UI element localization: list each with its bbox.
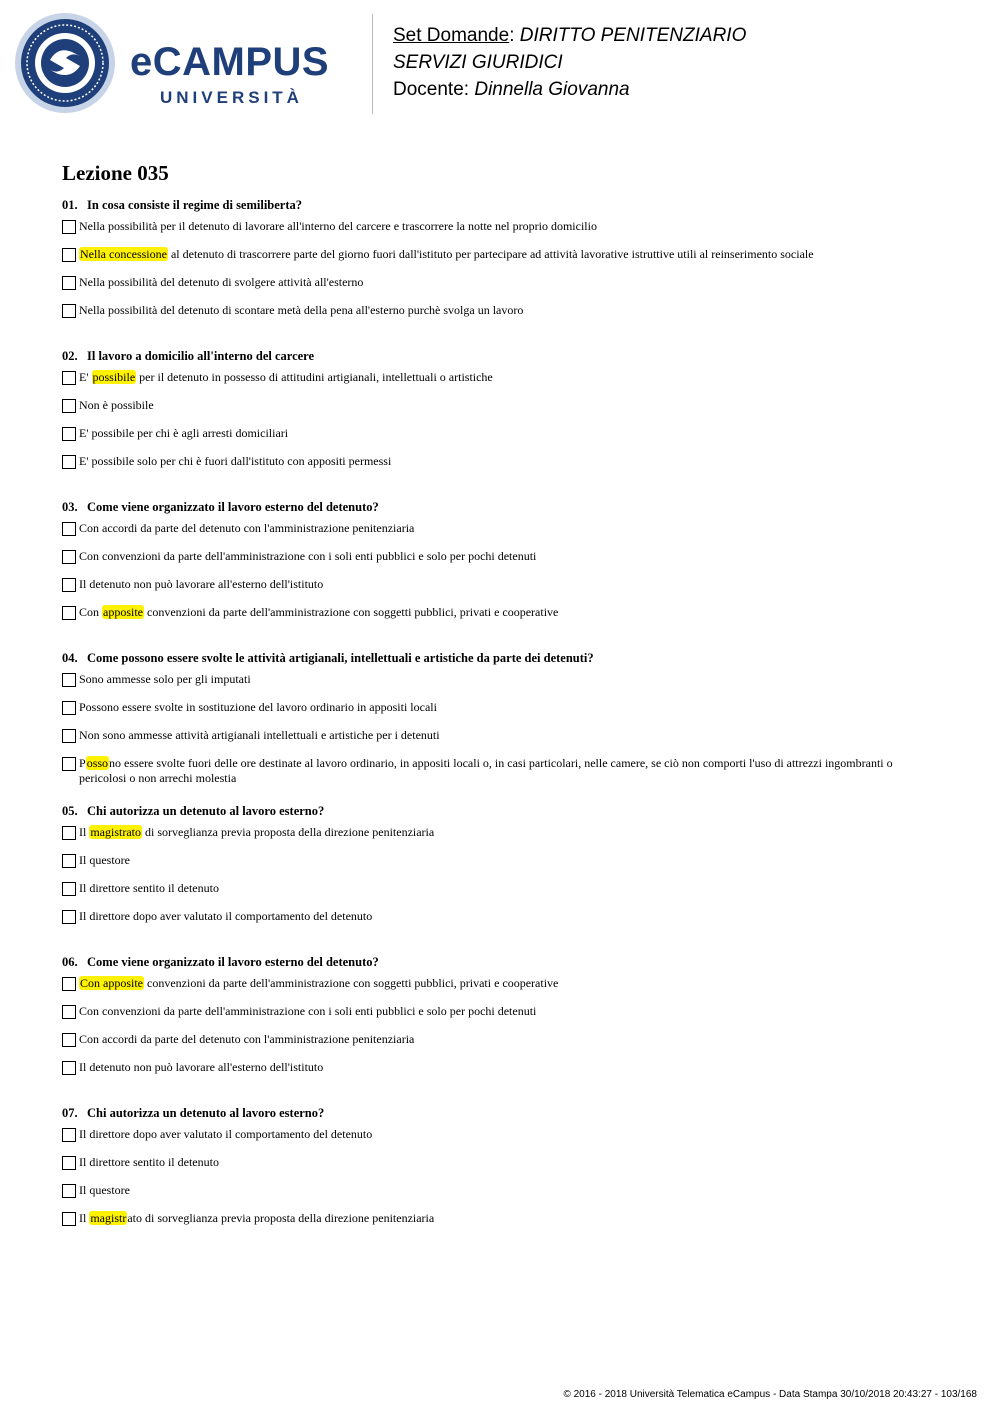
answer-option[interactable] bbox=[62, 426, 942, 454]
question-text: Il lavoro a domicilio all'interno del carcere bbox=[87, 349, 315, 363]
answer-text-part: ato di sorveglianza previa proposta della direzione penitenziaria bbox=[127, 1211, 435, 1225]
answer-checkbox[interactable] bbox=[62, 304, 76, 318]
highlighted-text: possibile bbox=[92, 370, 136, 384]
teacher-line: Docente: Dinnella Giovanna bbox=[393, 79, 630, 100]
question-title bbox=[62, 1105, 942, 1121]
answer-text-part: Il detenuto non può lavorare all'esterno dell'istituto bbox=[79, 577, 324, 591]
answer-option[interactable] bbox=[62, 303, 942, 331]
page-footer: © 2016 - 2018 Università Telematica eCampus - Data Stampa 30/10/2018 20:43:27 - 103/168 bbox=[563, 1389, 977, 1400]
question-number: 01. bbox=[62, 198, 78, 212]
answer-option[interactable] bbox=[62, 577, 942, 605]
answer-option[interactable] bbox=[62, 909, 942, 937]
answer-checkbox[interactable] bbox=[62, 1005, 76, 1019]
answer-text bbox=[79, 1155, 942, 1170]
answer-checkbox[interactable] bbox=[62, 248, 76, 262]
answer-option[interactable] bbox=[62, 728, 942, 756]
highlighted-text: Con apposite bbox=[80, 976, 143, 990]
answer-text bbox=[79, 219, 942, 234]
answer-checkbox[interactable] bbox=[62, 606, 76, 620]
answer-option[interactable] bbox=[62, 825, 942, 853]
answer-checkbox[interactable] bbox=[62, 427, 76, 441]
answer-text-part: P bbox=[79, 756, 86, 770]
answer-checkbox[interactable] bbox=[62, 910, 76, 924]
answer-text-part: Il bbox=[79, 825, 90, 839]
answer-text-part: convenzioni da parte dell'amministrazione con soggetti pubblici, privati e cooperative bbox=[144, 605, 559, 619]
answer-text-part: al detenuto di trascorrere parte del giorno fuori dall'istituto per partecipare ad attività lavorative istruttive utili al reinserimento sociale bbox=[167, 247, 814, 261]
highlighted-text: magistr bbox=[90, 1211, 127, 1225]
answer-text bbox=[79, 881, 942, 896]
answer-text bbox=[79, 1127, 942, 1142]
answer-text bbox=[79, 976, 942, 991]
set-label: Set Domande bbox=[393, 25, 510, 46]
question-title bbox=[62, 803, 942, 819]
question-block bbox=[62, 348, 942, 482]
answer-text bbox=[79, 672, 942, 687]
answer-text bbox=[79, 1032, 942, 1047]
answer-text-part: Il bbox=[79, 1211, 90, 1225]
question-number: 02. bbox=[62, 349, 78, 363]
question-block bbox=[62, 197, 942, 331]
answer-checkbox[interactable] bbox=[62, 826, 76, 840]
answer-text-part: Il direttore sentito il detenuto bbox=[79, 1155, 219, 1169]
answer-text bbox=[79, 728, 942, 743]
answer-option[interactable] bbox=[62, 1004, 942, 1032]
answer-option[interactable] bbox=[62, 976, 942, 1004]
answer-text-part: convenzioni da parte dell'amministrazione con soggetti pubblici, privati e cooperative bbox=[144, 976, 559, 990]
question-block bbox=[62, 499, 942, 633]
answer-checkbox[interactable] bbox=[62, 977, 76, 991]
question-block bbox=[62, 803, 942, 937]
answer-checkbox[interactable] bbox=[62, 455, 76, 469]
answer-checkbox[interactable] bbox=[62, 673, 76, 687]
answer-text-part: Con bbox=[79, 605, 103, 619]
answer-checkbox[interactable] bbox=[62, 522, 76, 536]
answer-checkbox[interactable] bbox=[62, 1184, 76, 1198]
answer-option[interactable] bbox=[62, 756, 942, 786]
answer-checkbox[interactable] bbox=[62, 550, 76, 564]
answer-text-part: Nella possibilità del detenuto di scontare metà della pena all'esterno purchè svolga un lavoro bbox=[79, 303, 524, 317]
answer-text-part: di sorveglianza previa proposta della direzione penitenziaria bbox=[142, 825, 435, 839]
answer-option[interactable] bbox=[62, 700, 942, 728]
answer-option[interactable] bbox=[62, 454, 942, 482]
question-title bbox=[62, 954, 942, 970]
answer-text-part: Il questore bbox=[79, 1183, 130, 1197]
answer-text bbox=[79, 1004, 942, 1019]
answer-option[interactable] bbox=[62, 521, 942, 549]
question-text: Chi autorizza un detenuto al lavoro esterno? bbox=[87, 1106, 325, 1120]
answer-text-part: Il detenuto non può lavorare all'esterno dell'istituto bbox=[79, 1060, 324, 1074]
teacher-name: Dinnella Giovanna bbox=[474, 79, 630, 100]
question-number: 03. bbox=[62, 500, 78, 514]
answer-text bbox=[79, 398, 942, 413]
answer-checkbox[interactable] bbox=[62, 854, 76, 868]
answer-text bbox=[79, 700, 942, 715]
answer-text-part: Il direttore dopo aver valutato il comportamento del detenuto bbox=[79, 1127, 373, 1141]
answer-text-part: Con convenzioni da parte dell'amministrazione con i soli enti pubblici e solo per pochi detenuti bbox=[79, 1004, 537, 1018]
answer-option[interactable] bbox=[62, 881, 942, 909]
answer-text-part: E' bbox=[79, 370, 92, 384]
answer-checkbox[interactable] bbox=[62, 882, 76, 896]
set-line: Set Domande: DIRITTO PENITENZIARIO bbox=[393, 25, 747, 46]
answer-checkbox[interactable] bbox=[62, 578, 76, 592]
highlighted-text: apposite bbox=[103, 605, 144, 619]
answer-text bbox=[79, 825, 942, 840]
course: SERVIZI GIURIDICI bbox=[393, 52, 563, 73]
question-block bbox=[62, 1105, 942, 1239]
answer-text-part: Possono essere svolte in sostituzione del lavoro ordinario in appositi locali bbox=[79, 700, 437, 714]
answer-option[interactable] bbox=[62, 398, 942, 426]
answer-option[interactable] bbox=[62, 605, 942, 633]
answer-text bbox=[79, 853, 942, 868]
question-title bbox=[62, 197, 942, 213]
answer-text-part: Nella possibilità del detenuto di svolgere attività all'esterno bbox=[79, 275, 364, 289]
answer-text bbox=[79, 426, 942, 441]
header-divider bbox=[372, 14, 373, 114]
answer-text-part: Sono ammesse solo per gli imputati bbox=[79, 672, 251, 686]
document-header bbox=[0, 0, 1000, 130]
question-text: Chi autorizza un detenuto al lavoro esterno? bbox=[87, 804, 325, 818]
answer-text-part: Il direttore dopo aver valutato il comportamento del detenuto bbox=[79, 909, 373, 923]
answer-option[interactable] bbox=[62, 370, 942, 398]
question-number: 07. bbox=[62, 1106, 78, 1120]
question-number: 05. bbox=[62, 804, 78, 818]
answer-option[interactable] bbox=[62, 1155, 942, 1183]
answer-text bbox=[79, 275, 942, 290]
answer-option[interactable] bbox=[62, 1060, 942, 1088]
answer-text bbox=[79, 370, 942, 385]
answer-checkbox[interactable] bbox=[62, 220, 76, 234]
highlighted-text: Nella concessione bbox=[80, 247, 167, 261]
answer-checkbox[interactable] bbox=[62, 399, 76, 413]
subject: DIRITTO PENITENZIARIO bbox=[519, 25, 747, 46]
answer-checkbox[interactable] bbox=[62, 757, 76, 771]
question-text: Come viene organizzato il lavoro esterno del detenuto? bbox=[87, 955, 379, 969]
answer-option[interactable] bbox=[62, 247, 942, 275]
answer-text-part: Nella possibilità per il detenuto di lavorare all'interno del carcere e trascorrere la notte nel proprio domicilio bbox=[79, 219, 597, 233]
question-text: In cosa consiste il regime di semiliberta? bbox=[87, 198, 303, 212]
answer-text bbox=[79, 247, 942, 262]
answer-option[interactable] bbox=[62, 275, 942, 303]
answer-checkbox[interactable] bbox=[62, 371, 76, 385]
answer-checkbox[interactable] bbox=[62, 1128, 76, 1142]
answer-text bbox=[79, 454, 942, 469]
answer-text bbox=[79, 1060, 942, 1075]
highlighted-text: magistrato bbox=[90, 825, 141, 839]
highlighted-text: osso bbox=[86, 756, 109, 770]
answer-text-part: Il questore bbox=[79, 853, 130, 867]
answer-text-part: Con convenzioni da parte dell'amministrazione con i soli enti pubblici e solo per pochi detenuti bbox=[79, 549, 537, 563]
question-block bbox=[62, 650, 942, 786]
answer-text bbox=[79, 1211, 942, 1226]
answer-option[interactable] bbox=[62, 1127, 942, 1155]
question-text: Come possono essere svolte le attività artigianali, intellettuali e artistiche da parte dei detenuti? bbox=[87, 651, 594, 665]
answer-checkbox[interactable] bbox=[62, 1212, 76, 1226]
answer-option[interactable] bbox=[62, 1183, 942, 1211]
answer-text bbox=[79, 549, 942, 564]
answer-text bbox=[79, 577, 942, 592]
answer-text bbox=[79, 521, 942, 536]
question-block bbox=[62, 954, 942, 1088]
answer-checkbox[interactable] bbox=[62, 1033, 76, 1047]
teacher-label: Docente bbox=[393, 79, 464, 100]
question-title bbox=[62, 650, 942, 666]
answer-text-part: Con accordi da parte del detenuto con l'amministrazione penitenziaria bbox=[79, 521, 415, 535]
answer-text-part: E' possibile per chi è agli arresti domiciliari bbox=[79, 426, 289, 440]
answer-text-part: E' possibile solo per chi è fuori dall'istituto con appositi permessi bbox=[79, 454, 392, 468]
answer-text-part: Il direttore sentito il detenuto bbox=[79, 881, 219, 895]
answer-text-part: per il detenuto in possesso di attitudini artigianali, intellettuali o artistiche bbox=[136, 370, 493, 384]
answer-checkbox[interactable] bbox=[62, 729, 76, 743]
answer-checkbox[interactable] bbox=[62, 701, 76, 715]
question-title bbox=[62, 499, 942, 515]
question-text: Come viene organizzato il lavoro esterno del detenuto? bbox=[87, 500, 379, 514]
answer-text bbox=[79, 605, 942, 620]
question-number: 06. bbox=[62, 955, 78, 969]
answer-option[interactable] bbox=[62, 1032, 942, 1060]
answer-text bbox=[79, 303, 942, 318]
answer-text bbox=[79, 756, 942, 786]
question-title bbox=[62, 348, 942, 364]
answer-checkbox[interactable] bbox=[62, 1061, 76, 1075]
university-label: UNIVERSITÀ bbox=[160, 88, 303, 107]
course-line bbox=[393, 49, 746, 76]
ecampus-wordmark bbox=[130, 40, 360, 112]
answer-option[interactable] bbox=[62, 1211, 942, 1239]
answer-checkbox[interactable] bbox=[62, 1156, 76, 1170]
answer-option[interactable] bbox=[62, 853, 942, 881]
answer-text-part: Non sono ammesse attività artigianali intellettuali e artistiche per i detenuti bbox=[79, 728, 440, 742]
header-info bbox=[393, 22, 746, 103]
answer-text-part: no essere svolte fuori delle ore destinate al lavoro ordinario, in appositi locali o, in casi particolari, nelle camere, se ciò non comporti l'uso di attrezzi ingombranti o pericolosi o non arrechi molestia bbox=[79, 756, 893, 785]
answer-text bbox=[79, 1183, 942, 1198]
answer-option[interactable] bbox=[62, 672, 942, 700]
brand-name: eCAMPUS bbox=[130, 40, 330, 84]
answer-text-part: Con accordi da parte del detenuto con l'amministrazione penitenziaria bbox=[79, 1032, 415, 1046]
answer-option[interactable] bbox=[62, 549, 942, 577]
question-list bbox=[62, 197, 942, 1256]
answer-option[interactable] bbox=[62, 219, 942, 247]
ecampus-seal-logo bbox=[14, 12, 116, 114]
answer-text-part: Non è possibile bbox=[79, 398, 154, 412]
answer-checkbox[interactable] bbox=[62, 276, 76, 290]
question-number: 04. bbox=[62, 651, 78, 665]
lesson-title: Lezione 035 bbox=[62, 161, 169, 185]
answer-text bbox=[79, 909, 942, 924]
